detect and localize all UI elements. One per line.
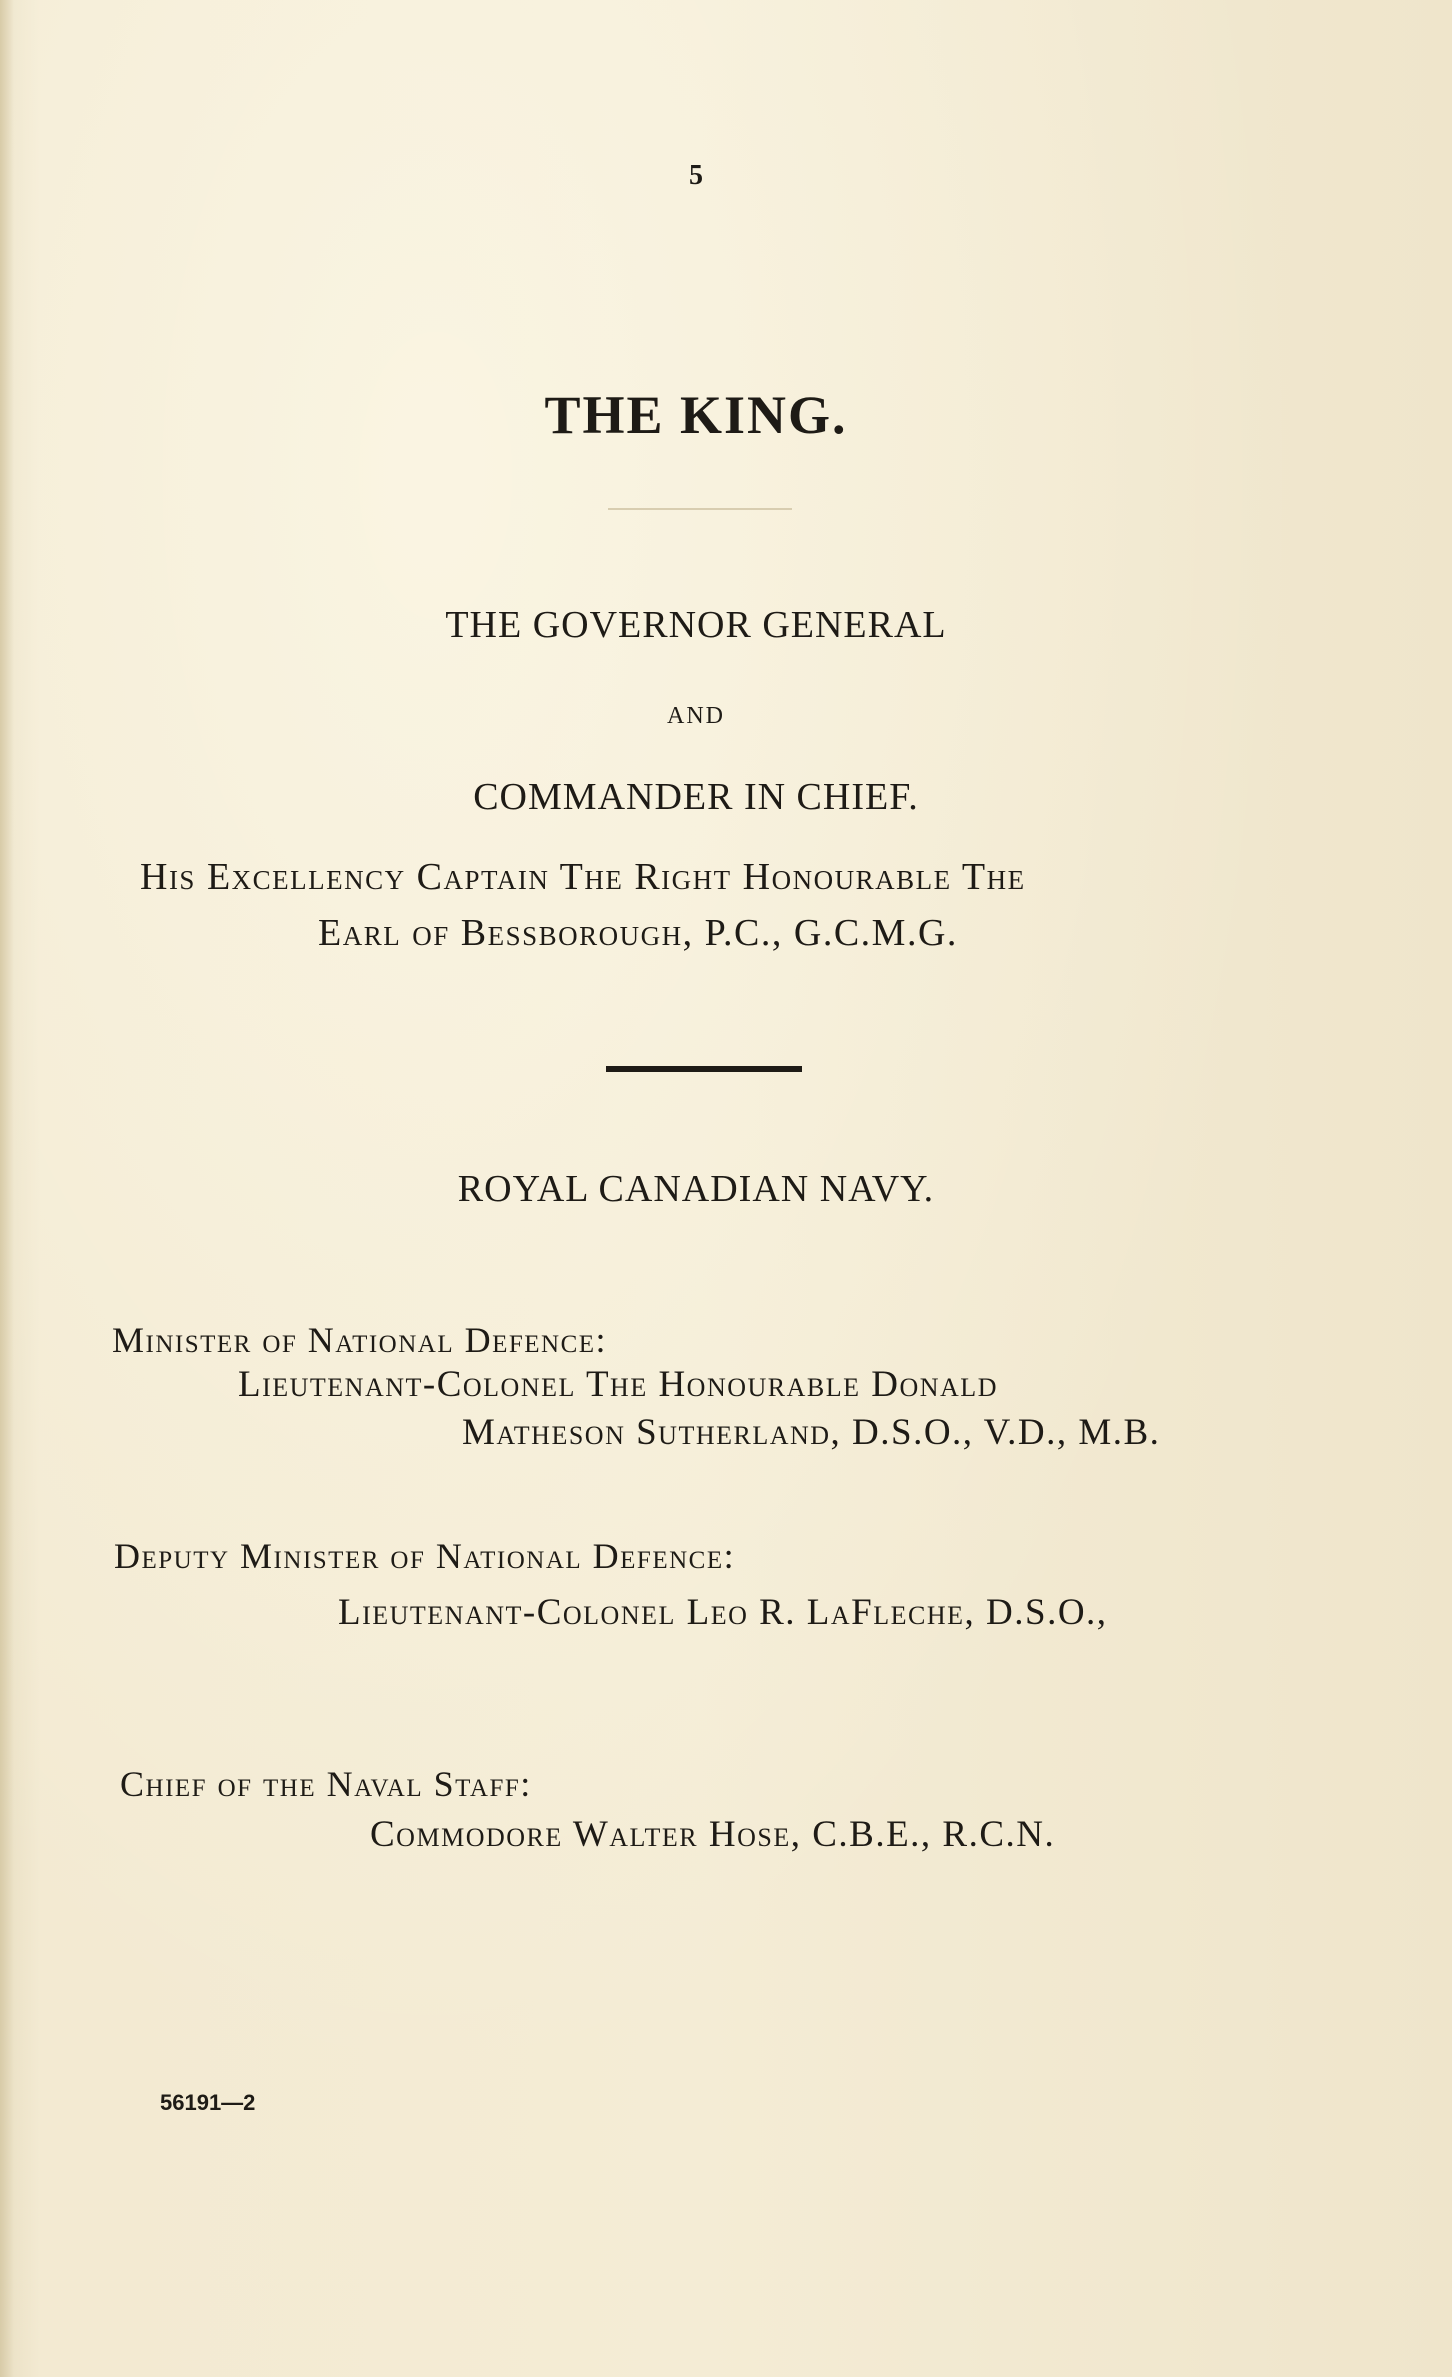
minister-holder-line-2: Matheson Sutherland, D.S.O., V.D., M.B. bbox=[462, 1412, 1161, 1453]
commander-in-chief-heading: COMMANDER IN CHIEF. bbox=[473, 776, 919, 818]
minister-holder-line-1: Lieutenant-Colonel The Honourable Donald bbox=[238, 1364, 998, 1405]
divider-thin bbox=[608, 508, 792, 510]
chief-naval-staff-holder: Commodore Walter Hose, C.B.E., R.C.N. bbox=[370, 1814, 1056, 1855]
page-number: 5 bbox=[689, 160, 703, 191]
minister-label: Minister of National Defence: bbox=[112, 1320, 608, 1360]
print-code: 56191—2 bbox=[160, 2090, 256, 2115]
governor-name-line-1: His Excellency Captain The Right Honourable The bbox=[140, 856, 1026, 898]
section-title: ROYAL CANADIAN NAVY. bbox=[457, 1168, 935, 1210]
and-connector: AND bbox=[667, 703, 725, 729]
governor-name-line-2: Earl of Bessborough, P.C., G.C.M.G. bbox=[318, 912, 958, 954]
deputy-minister-holder: Lieutenant-Colonel Leo R. LaFleche, D.S.O., bbox=[338, 1592, 1108, 1633]
page-title: THE KING. bbox=[544, 385, 848, 445]
governor-general-heading: THE GOVERNOR GENERAL bbox=[445, 604, 947, 646]
divider-thick bbox=[606, 1066, 802, 1072]
deputy-minister-label: Deputy Minister of National Defence: bbox=[114, 1536, 736, 1576]
chief-naval-staff-label: Chief of the Naval Staff: bbox=[120, 1764, 532, 1804]
